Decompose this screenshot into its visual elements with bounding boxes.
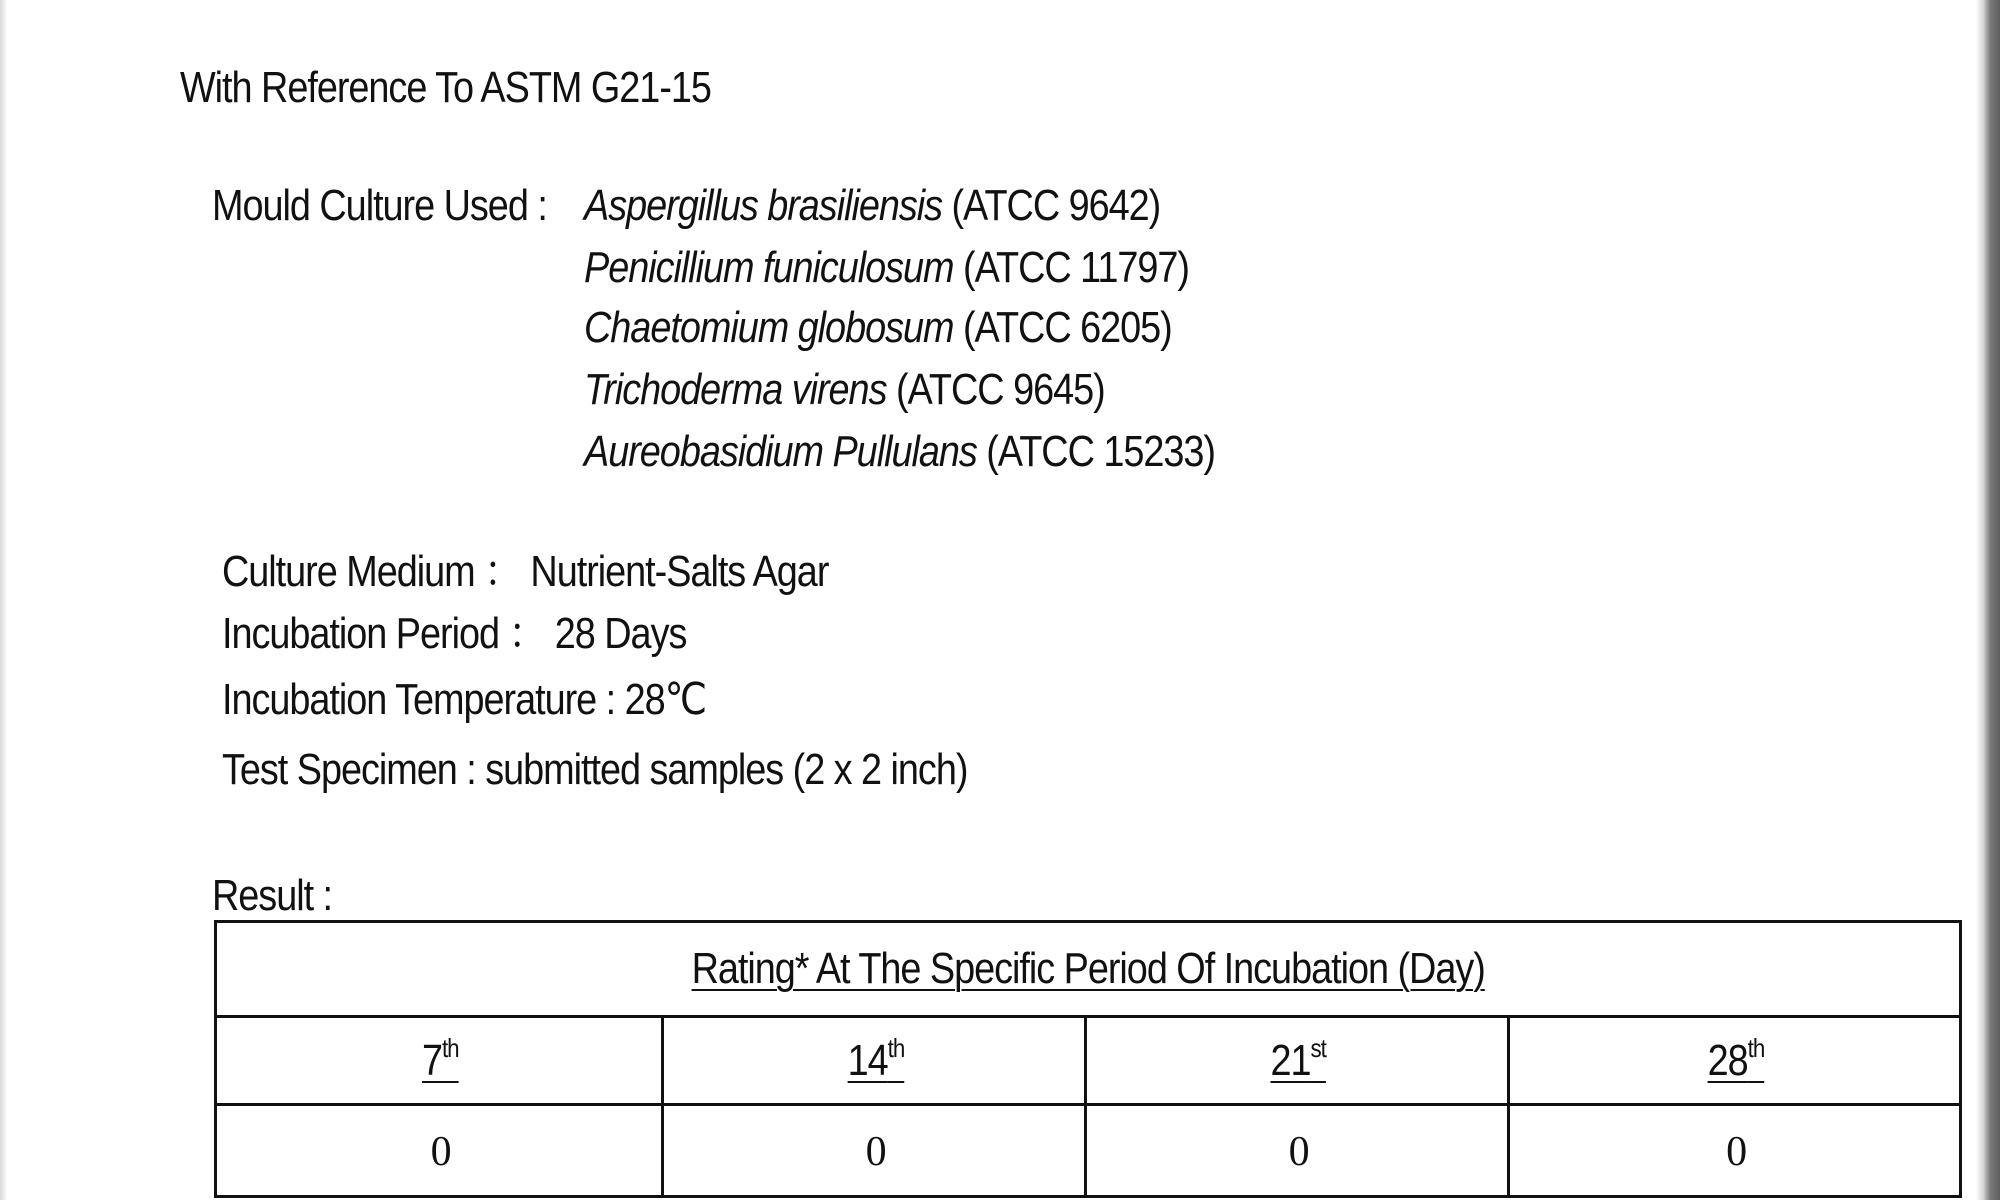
column-divider — [661, 1018, 664, 1198]
atcc-strain: (ATCC 6205) — [962, 303, 1172, 352]
rating-value: 0 — [1288, 1129, 1309, 1175]
rating-value: 0 — [865, 1129, 886, 1175]
mould-culture-item — [584, 181, 1161, 230]
mould-culture-item — [584, 243, 1189, 292]
culture-medium-value: Nutrient-Salts Agar — [530, 547, 829, 596]
table-header-title: Rating* At The Specific Period Of Incubation (Day) — [691, 944, 1485, 993]
reference-standard: With Reference To ASTM G21-15 — [180, 63, 711, 112]
day-cell — [217, 1018, 664, 1103]
day-suffix: th — [1747, 1032, 1765, 1063]
day-suffix: th — [887, 1032, 904, 1063]
species-name: Aspergillus brasiliensis — [584, 181, 943, 230]
mould-culture-item — [584, 303, 1172, 352]
species-name: Aureobasidium Pullulans — [584, 427, 977, 476]
page-right-shadow — [1976, 0, 1984, 1200]
rating-value: 0 — [1726, 1129, 1746, 1175]
incubation-period-line — [222, 609, 687, 658]
species-name: Penicillium funiculosum — [584, 243, 954, 292]
species-name: Chaetomium globosum — [584, 303, 954, 352]
species-name: Trichoderma virens — [584, 365, 887, 414]
incubation-period-value: 28 Days — [554, 609, 687, 658]
day-cell — [664, 1018, 1087, 1103]
atcc-strain: (ATCC 15233) — [986, 427, 1215, 476]
incubation-temperature-line — [222, 675, 707, 724]
test-specimen-line — [222, 745, 968, 794]
atcc-strain: (ATCC 9645) — [895, 365, 1105, 414]
day-suffix: st — [1310, 1032, 1327, 1063]
day-suffix: th — [442, 1032, 459, 1063]
table-header-row — [217, 923, 1959, 1018]
result-label: Result : — [212, 871, 333, 920]
incubation-temperature-label: Incubation Temperature : — [222, 675, 616, 724]
culture-medium-line — [222, 547, 829, 596]
atcc-strain: (ATCC 9642) — [951, 181, 1161, 230]
day-number: 7 — [422, 1035, 443, 1085]
mould-culture-item — [584, 365, 1105, 414]
atcc-strain: (ATCC 11797) — [963, 243, 1189, 292]
window-right-frame — [1984, 0, 2000, 1200]
page-left-edge — [0, 0, 6, 1200]
day-cell — [1510, 1018, 1962, 1103]
day-cell — [1087, 1018, 1510, 1103]
culture-medium-label: Culture Medium ： — [222, 547, 521, 596]
column-divider — [1084, 1018, 1087, 1198]
day-number: 28 — [1707, 1035, 1748, 1085]
mould-culture-item — [584, 427, 1215, 476]
test-specimen-value: submitted samples (2 x 2 inch) — [485, 745, 968, 794]
incubation-period-label: Incubation Period ： — [222, 609, 546, 658]
result-table — [214, 920, 1962, 1198]
day-number: 21 — [1270, 1035, 1311, 1085]
day-number: 14 — [847, 1035, 888, 1085]
mould-culture-label: Mould Culture Used : — [212, 181, 547, 230]
column-divider — [1507, 1018, 1510, 1198]
test-specimen-label: Test Specimen : — [222, 745, 476, 794]
table-values-row — [217, 1106, 1959, 1198]
table-days-row — [217, 1018, 1959, 1106]
rating-value: 0 — [430, 1129, 451, 1175]
incubation-temperature-value: 28℃ — [624, 675, 707, 724]
